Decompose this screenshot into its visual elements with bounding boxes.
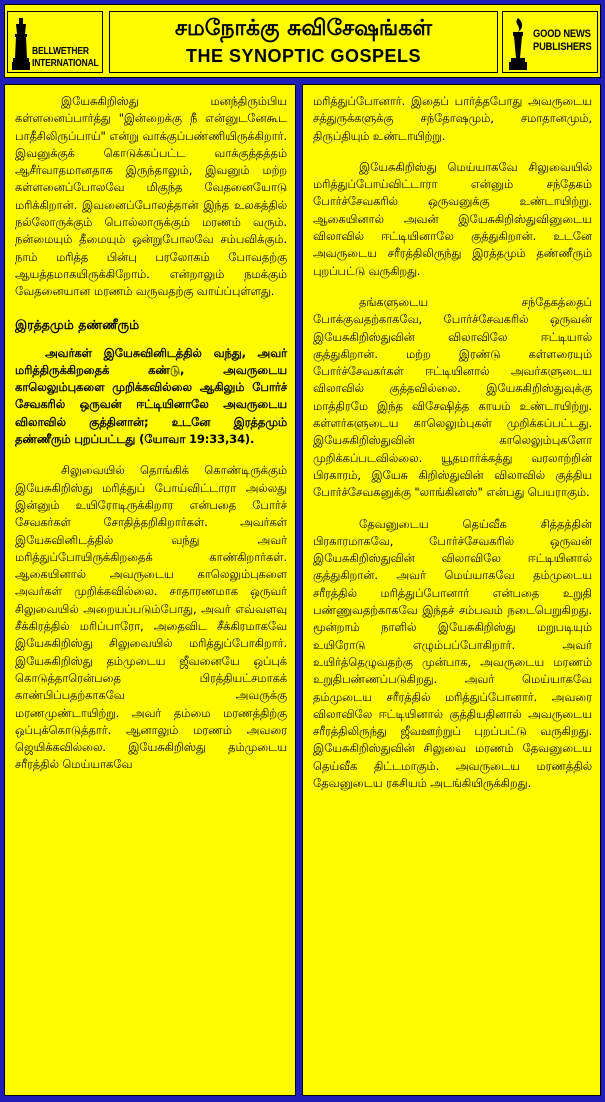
torch-icon xyxy=(507,18,529,70)
bell-tower-icon xyxy=(12,18,30,70)
left-paragraph-2: சிலுவையில் தொங்கிக் கொண்டிருக்கும் இயேசுகிறிஸ்து மரித்துப் போய்விட்டாரா அல்லது இன்னும் உயிரோடிருக்கிறார என்பதை போர்ச் சேவகர்கள் சோதித்தறிகிறார்கள். அவர்கள் இயேசுவினிடத்தில் வந்து அவர் மரித்துப்போயிருக்கிறதைக் காண்கிறார்கள். ஆகையினால் அவருடைய காலெலும்புகளை அவர்கள் முறிக்கவில்லை. சாதாரணமாக ஒருவர் சிலுவையில் அறையப்படும்போது, அவர் எவ்வளவு சீக்கிரத்தில் மரிப்பாரோ, அதைவிட சீக்கிரமாகவே இயேசுகிறிஸ்து சிலுவையில் மரித்துப்போகிறார். இயேசுகிறிஸ்து தம்முடைய ஜீவனையே ஒப்புக் கொடுத்தாரென்பதை பிரத்தியட்சமாகக் காண்பிப்பதற்காகவே அவருக்கு மரணமுண்டாயிற்று. அவர் தம்மை மரணத்திற்கு ஒப்புக்கொடுத்தார். ஆனாலும் மரணம் அவரை ஜெயிக்கவில்லை. இயேசுகிறிஸ்து தம்முடைய சரீரத்தில் மெய்யாகவே xyxy=(15,463,287,772)
page-header xyxy=(4,4,601,78)
section-heading: இரத்தமும் தண்ணீரும் xyxy=(15,316,140,332)
right-column xyxy=(302,84,601,1096)
title-box xyxy=(109,11,498,73)
left-column xyxy=(4,84,296,1096)
scripture-verse: அவர்கள் இயேசுவினிடத்தில் வந்து, அவர் மரித்திருக்கிறதைக் கண்டு, அவருடைய காலெலும்புகளை முறிக்கவில்லை ஆகிலும் போர்ச் சேவகரில் ஒருவன் ஈட்டியினாலே அவருடைய விலாவில் குத்தினான்; உடனே இரத்தமும் தண்ணீரும் புறப்பட்டது (யோவா 19:33,34). xyxy=(15,345,287,447)
page-title-tamil: சமநோக்கு சுவிசேஷங்கள் xyxy=(174,16,433,41)
right-paragraph-3: தேவனுடைய தெய்வீக சித்தத்தின் பிரகாரமாகவே, போர்ச்சேவகரில் ஒருவன் இயேசுகிறிஸ்துவின் விலாவிலே ஈட்டியினால் குத்துகிறான். அவர் மெய்யாகவே தம்முடைய சரீரத்தில் மரித்துப்போனார் என்பதை உறுதி பண்ணுவதற்காகவே இந்தச் சம்பவம் நடைபெறுகிறது. மூன்றாம் நாளில் இயேசுகிறிஸ்து மறுபடியும் உயிரோடு எழும்பப்போகிறார். அவர் உயிர்த்தெழுவதற்கு முன்பாக, அவருடைய மரணம் உறுதிபண்ணப்படுகிறது. அவர் மெய்யாகவே தம்முடைய சரீரத்தில் மரித்துப்போனார். அவரை விலாவிலே ஈட்டியினால் குத்தியதினால் அவருடைய சரீரத்திலிருந்து ஜீவஊற்றுப் புறப்பட்டு வருகிறது. இயேசுகிறிஸ்துவின் சிலுவை மரணம் தேவனுடைய தெய்வீக திட்டமாகும். அவருடைய மரணத்தில் தேவனுடைய ரகசியம் அடங்கியிருக்கிறது. xyxy=(313,516,592,790)
left-paragraph-1: இயேசுகிறிஸ்து மனந்திரும்பிய கள்ளனைப்பார்த்து "இன்றைக்கு நீ என்னுடனேகூட பாதீசிலிருப்பாய்" என்று வாக்குப்பண்ணியிருக்கிறார். இவனுக்குக் கொடுக்கப்பட்ட வாக்குத்தத்தம் ஆசீர்வாதமானதாக இருந்தாலும், இவனும் மற்ற கள்ளனைப்போலவே மிகுந்த வேதனையோடு மரிக்கிறான். இவனைப்போலத்தான் இந்த உலகத்தில் நல்லோருக்கும் பொல்லாருக்கும் மரணம் வரும். நன்மையும் தீமையும் ஒன்றுபோலவே சம்பவிக்கும். நாம் மரித்த பின்பு பரலோகம் போவதற்கு ஆயத்தமாகயிருக்கிறோம். என்றாலும் நமக்கும் வேதனையான மரணம் வருவதற்கு வாய்ப்புள்ளது. xyxy=(15,94,287,299)
bellwether-logo xyxy=(7,11,103,73)
good-news-logo-text: GOOD NEWS PUBLISHERS xyxy=(533,28,592,53)
right-paragraph-1: இயேசுகிறிஸ்து மெய்யாகவே சிலுவையில் மரித்துப்போய்விட்டாரா என்னும் சந்தேகம் போர்ச்சேவகரில் ஒருவனுக்கு உண்டாயிற்று. ஆகையினால் அவன் இயேசுகிறிஸ்துவினுடைய விலாவில் ஈட்டியினாலே குத்துகிறான். உடனே அவருடைய சரீரத்திலிருந்து இரத்தமும் தண்ணீரும் புறப்பட்டு வருகிறது. xyxy=(313,159,592,278)
bellwether-logo-text: BELLWETHER INTERNATIONAL xyxy=(32,46,99,69)
right-paragraph-2: தங்களுடைய சந்தேகத்தைப் போக்குவதற்காகவே, போர்ச்சேவகரில் ஒருவன் இயேசுகிறிஸ்துவின் விலாவிலே ஈட்டியால் குத்துகிறான். மற்ற இரண்டு கள்ளரையும் போர்ச்சேவகர்கள் ஈட்டியினால் அவர்களுடைய விலாவில் குத்தவில்லை. இயேசுகிறிஸ்துவுக்கு மாத்திரமே இந்த விசேஷித்த காயம் உண்டாயிற்று. கள்ளர்களுடைய காலெலும்புகள் முறிக்கப்பட்டது. இயேசுகிறிஸ்துவின் காலெலும்புகளோ முறிக்கப்படவில்லை. யூதமார்க்கத்து வரலாற்றின் பிரகாரம், இயேசு கிறிஸ்துவின் விலாவில் குத்திய போர்ச்சேவகனுக்கு "லாங்கினஸ்" என்பது பெயராகும். xyxy=(313,294,592,500)
page-title-english: THE SYNOPTIC GOSPELS xyxy=(185,46,422,66)
good-news-logo xyxy=(502,11,598,73)
right-paragraph-continued: மரித்துப்போனார். இதைப் பார்த்தபோது அவருடைய சத்துருக்களுக்கு சந்தோஷமும், சமாதானமும், திருப்தியும் உண்டாயிற்று. xyxy=(313,94,592,143)
